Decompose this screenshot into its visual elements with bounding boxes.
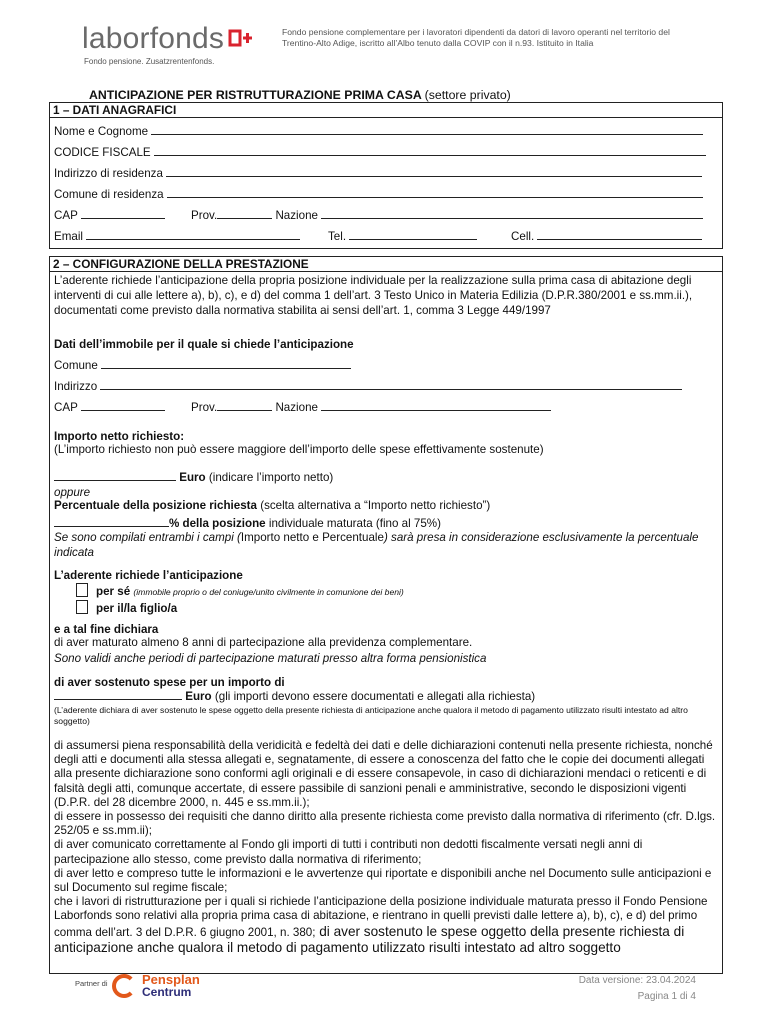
immobile-indirizzo-field[interactable] [54,379,682,393]
importo-euro-field[interactable] [54,470,333,484]
per-se-option[interactable] [76,583,404,598]
section-configurazione-prestazione [49,256,723,974]
dichiara-heading: e a tal fine dichiara [54,623,159,636]
per-se-checkbox[interactable] [76,583,88,597]
cell-label: Cell. [511,230,535,243]
posizione-note: individuale maturata (fino al 75%) [268,517,441,530]
prov-label: Prov. [191,209,218,222]
nome-label: Nome e Cognome [54,125,149,138]
spese-euro-field[interactable] [54,689,535,703]
nome-field[interactable] [54,124,703,138]
section-dati-anagrafici [49,102,723,249]
tel-input-line[interactable] [349,229,477,240]
version-date: Data versione: 23.04.2024 [578,975,696,986]
nazione-input-line[interactable] [321,208,703,219]
cf-label: CODICE FISCALE [54,146,151,159]
immobile-prov-input-line[interactable] [217,400,272,411]
title-main: ANTICIPAZIONE PER RISTRUTTURAZIONE PRIMA CASA [89,88,422,102]
immobile-comune-input-line[interactable] [101,358,351,369]
page-header [0,0,770,80]
cf-input-line[interactable] [154,145,706,156]
immobile-nazione-input-line[interactable] [321,400,551,411]
per-figlio-label: per il/la figlio/a [96,602,178,615]
page-number: Pagina 1 di 4 [637,991,696,1002]
laborfonds-logo-icon [228,25,254,51]
declarations-large: di aver sostenuto le spese oggetto della presente richiesta di anticipazione anche qualora il metodo di pagamento utilizzato risulti intestato ad altro soggetto [54,923,685,955]
tel-field[interactable] [328,229,477,243]
immobile-indirizzo-label: Indirizzo [54,380,98,393]
dichiara-note: Sono validi anche periodi di partecipazione maturati presso altra forma pensionistica [54,652,487,665]
euro-note: (indicare l’importo netto) [208,471,334,484]
email-label: Email [54,230,83,243]
importo-note: (L’importo richiesto non può essere maggiore dell’importo delle spese effettivamente sostenute) [54,443,544,456]
cap-input-line[interactable] [81,208,165,219]
immobile-comune-field[interactable] [54,358,351,372]
logo-tagline: Fondo pensione. Zusatzrentenfonds. [84,57,215,66]
cell-field[interactable] [511,229,702,243]
immobile-cap-label: CAP [54,401,78,414]
comune-input-line[interactable] [167,187,703,198]
nome-input-line[interactable] [151,124,703,135]
compilati-note [54,530,714,560]
immobile-comune-label: Comune [54,359,98,372]
section2-heading: 2 – CONFIGURAZIONE DELLA PRESTAZIONE [50,257,722,272]
spese-small-note: (L’aderente dichiara di aver sostenuto le spese oggetto della presente richiesta di anticipazione anche qualora il metodo di pagamento utilizzato risulti intestato ad altro soggetto) [54,705,688,726]
immobile-indirizzo-input-line[interactable] [100,379,682,390]
compilati-note-3: ) sarà presa in considerazione esclusivamente la percentuale indicata [54,531,699,559]
prov-input-line[interactable] [217,208,272,219]
immobile-heading: Dati dell’immobile per il quale si chiede l’anticipazione [54,338,354,351]
percentuale-input-line[interactable] [54,516,169,527]
percentuale-line [54,499,490,512]
pensplan-logo [112,972,212,1002]
indirizzo-residenza-field[interactable] [54,166,702,180]
email-input-line[interactable] [86,229,300,240]
importo-euro-input-line[interactable] [54,470,176,481]
per-se-note: (immobile proprio o del coniuge/unito civilmente in comunione dei beni) [133,587,404,597]
indirizzo-input-line[interactable] [166,166,702,177]
euro-label: Euro [179,471,206,484]
percentuale-field[interactable] [54,516,441,530]
per-se-label: per sé [96,585,131,598]
comune-label: Comune di residenza [54,188,164,201]
pensplan-text: Pensplan [142,972,200,987]
nazione-label: Nazione [275,209,318,222]
oppure-text: oppure [54,486,91,499]
org-description: Fondo pensione complementare per i lavoratori dipendenti da datori di lavoro operanti nel territorio del Trentino-Alto Adige, iscritto all’Albo tenuto dalla COVIP con il n.93. Istituito in Italia [282,27,670,48]
spese-note: (gli importi devono essere documentati e allegati alla richiesta) [214,690,536,703]
spese-euro-input-line[interactable] [54,689,182,700]
immobile-cap-field[interactable] [54,400,165,414]
posizione-label: % della posizione [169,517,266,530]
compilati-note-1: Se sono compilati entrambi i campi ( [54,531,241,544]
spese-heading: di aver sostenuto spese per un importo di [54,676,285,689]
spese-euro-label: Euro [185,690,212,703]
per-figlio-option[interactable] [76,600,177,615]
per-figlio-checkbox[interactable] [76,600,88,614]
richiede-heading: L’aderente richiede l’anticipazione [54,569,243,582]
immobile-cap-input-line[interactable] [81,400,165,411]
declarations-body: di assumersi piena responsabilità della veridicità e fedeltà dei dati e delle dichiarazioni contenuti nella presente richiesta, nonché degli atti e documenti alla stessa allegati e, segnatamente, di essere a conoscenza del fatto che le copie dei documenti allegati alla presente dichiarazione sono conformi agli originali e di essere consapevole, in caso di dichiarazioni mendaci o reticenti e di falsità degli atti, comunque accertate, di essere passibile di sanzioni penali e amministrative, secondo le disposizioni vigenti (D.P.R. del 28 dicembre 2000, n. 445 e ss.mm.ii.); di essere in possesso dei requisiti che danno diritto alla presente richiesta come previsto dalla normativa di riferimento (cfr. D.lgs. 252/05 e ss.mm.ii); di aver comunicato correttamente al Fondo gli importi di tutti i contributi non dedotti fiscalmente versati negli anni di partecipazione allo stesso, come previsto dalla normativa di riferimento; di aver letto e compreso tutte le informazioni e le avvertenze qui riportate e disponibili anche nel Documento sulle anticipazioni e sul Documento sul regime fiscale; che i lavori di ristrutturazione per i quali si richiede l’anticipazione della posizione individuale maturata presso il Fondo Pensione Laborfonds sono relativi alla propria prima casa di abitazione, e rientrano in quelli previsti dalle lettere a), b), c), e d) del primo comma dell’art. 3 del D.P.R. 6 giugno 2001, n. 380; [54,739,716,939]
comune-residenza-field[interactable] [54,187,703,201]
percentuale-note: (scelta alternativa a “Importo netto richiesto”) [260,499,491,512]
codice-fiscale-field[interactable] [54,145,706,159]
title-sub: (settore privato) [424,88,511,102]
cell-input-line[interactable] [537,229,702,240]
compilati-note-2: Importo netto e Percentuale [240,531,384,544]
document-title [89,88,511,102]
percentuale-label: Percentuale della posizione richiesta [54,499,257,512]
partner-label: Partner di [75,979,108,988]
section1-heading: 1 – DATI ANAGRAFICI [50,103,722,118]
immobile-nazione-label: Nazione [275,401,318,414]
section2-intro: L’aderente richiede l’anticipazione della propria posizione individuale per la realizzazione sulla prima casa di abitazione degli interventi di cui alle lettere a), b), c), e d) del comma 1 dell’art. 3 Testo Unico in Materia Edilizia (D.P.R.380/2001 e ss.mm.ii.), documentati come previsto dalla normativa stabilita ai sensi dell’art. 1, comma 3 Legge 449/1997 [54,274,693,317]
immobile-prov-label: Prov. [191,401,218,414]
cap-field[interactable] [54,208,165,222]
declarations-text [54,739,719,956]
prov-field[interactable] [191,208,703,222]
cap-label: CAP [54,209,78,222]
email-field[interactable] [54,229,300,243]
immobile-prov-field[interactable] [191,400,551,414]
laborfonds-logo-text: laborfonds [82,22,225,55]
indirizzo-label: Indirizzo di residenza [54,167,163,180]
importo-heading: Importo netto richiesto: [54,430,185,443]
pensplan-ring-icon [112,974,136,998]
tel-label: Tel. [328,230,347,243]
centrum-text: Centrum [142,985,192,999]
dichiara-text: di aver maturato almeno 8 anni di partecipazione alla previdenza complementare. [54,636,473,649]
